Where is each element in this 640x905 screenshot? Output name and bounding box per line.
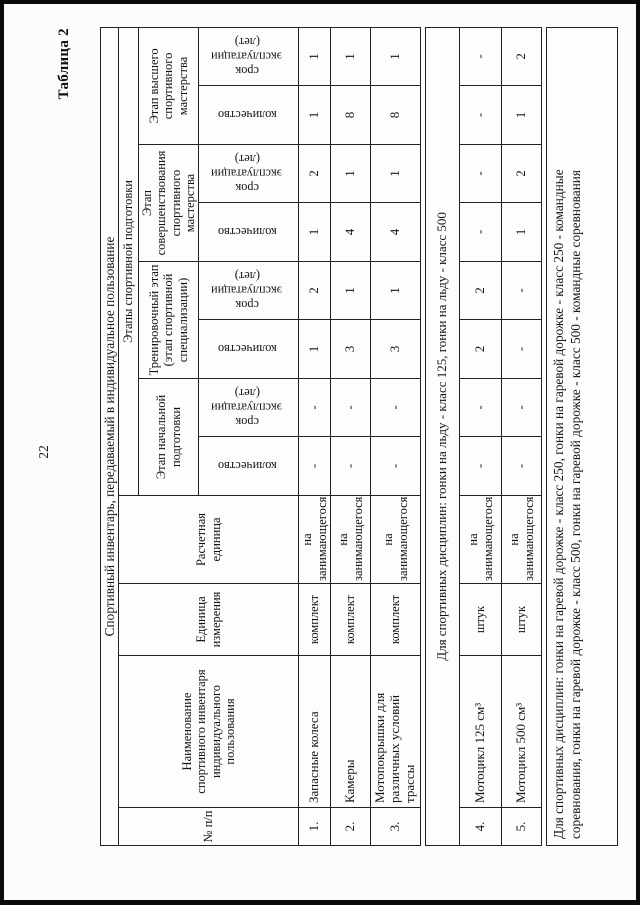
col-header-num: № п/п [119,808,299,846]
subheader-quantity [199,203,299,262]
cell-value: 8 [371,86,421,145]
cell-value: - [371,437,421,496]
quantity-vertical-label: количество [217,459,277,474]
cell-value: 1 [299,320,331,379]
quantity-vertical-label: количество [217,342,277,357]
cell-value: 2 [460,262,502,320]
subheader-quantity [199,86,299,145]
cell-name: Мотопокрышки для различных условий трассы [371,656,421,808]
cell-value: 2 [502,27,542,85]
cell-value: - [460,145,502,203]
cell-value: 1 [371,262,421,320]
cell-value: - [502,437,542,496]
rotated-landscape-content [4,4,636,900]
cell-unit: комплект [371,584,421,656]
table-caption: Таблица 2 [56,28,72,100]
cell-value: 3 [331,320,371,379]
footer-note [547,28,618,846]
lifetime-vertical-label: срок эксплуатации (лет) [211,35,283,79]
cell-value: - [460,27,502,85]
cell-value: 2 [299,145,331,203]
table-title-row [101,27,119,845]
stage-header-training: Тренировочный этап (этап спортивной специализации) [139,262,199,379]
cell-value: 1 [502,86,542,145]
cell-calc-unit: на занимающегося [299,496,331,584]
cell-value: 2 [502,145,542,203]
lifetime-vertical-label: срок эксплуатации (лет) [211,386,283,430]
col-header-calc-unit: Расчетная единица [119,496,299,584]
cell-value: 4 [331,203,371,262]
cell-value: - [502,320,542,379]
cell-value: 1 [299,203,331,262]
cell-value: - [502,262,542,320]
table-row [371,27,421,845]
section-divider: Для спортивных дисциплин: гонки на льду - класс 125, гонки на льду - класс 500 [426,27,460,845]
stage-header-initial: Этап начальной подготовки [139,379,199,496]
cell-value: 1 [371,27,421,85]
section-divider-row [426,27,460,845]
cell-value: - [460,379,502,437]
table-row [460,27,502,845]
quantity-vertical-label: количество [217,225,277,240]
cell-value: - [460,203,502,262]
cell-name: Мотоцикл 125 см³ [460,656,502,808]
subheader-lifetime [199,145,299,203]
cell-num: 1. [299,808,331,846]
footer-note-line: соревнования, гонки на гаревой дорожке - класс 500, гонки на гаревой дорожке - класс 500 - командные соревнования [567,169,583,839]
stage-header-higher: Этап высшего спортивного мастерства [139,27,199,144]
col-header-name: Наименование спортивного инвентаря индивидуального пользования [119,656,299,808]
cell-value: - [331,437,371,496]
cell-value: - [460,437,502,496]
col-header-stages: Этапы спортивной подготовки [119,27,139,495]
cell-num: 5. [502,808,542,846]
cell-calc-unit: на занимающегося [371,496,421,584]
cell-unit: штук [460,584,502,656]
stage-header-improvement: Этап совершенствования спортивного мастерства [139,145,199,262]
table-title-cell: Спортивный инвентарь, передаваемый в индивидуальное пользование [101,27,119,845]
cell-unit: комплект [331,584,371,656]
cell-value: 3 [371,320,421,379]
cell-unit: комплект [299,584,331,656]
cell-value: 1 [371,145,421,203]
cell-value: 1 [502,203,542,262]
cell-num: 4. [460,808,502,846]
cell-value: 1 [331,145,371,203]
cell-value: 1 [299,86,331,145]
subheader-lifetime [199,379,299,437]
subheader-quantity [199,320,299,379]
header-row-groups [119,27,139,845]
cell-name: Камеры [331,656,371,808]
cell-name: Мотоцикл 500 см³ [502,656,542,808]
cell-value: 4 [371,203,421,262]
footer-note-table [546,27,618,846]
quantity-vertical-label: количество [217,108,277,123]
cell-num: 3. [371,808,421,846]
lifetime-vertical-label: срок эксплуатации (лет) [211,269,283,313]
document-page [4,4,636,900]
footer-note-row [547,28,618,846]
cell-value: - [371,379,421,437]
discipline-section-table [425,27,542,846]
cell-value: 2 [299,262,331,320]
cell-calc-unit: на занимающегося [331,496,371,584]
lifetime-vertical-label: срок эксплуатации (лет) [211,152,283,196]
footer-note-line: Для спортивных дисциплин: гонки на гаревой дорожке - класс 250, гонки на гаревой дорожке - класс 250 - командные [551,169,566,839]
cell-value: - [460,86,502,145]
cell-calc-unit: на занимающегося [460,496,502,584]
inventory-table [100,27,421,846]
cell-calc-unit: на занимающегося [502,496,542,584]
subheader-lifetime [199,27,299,85]
cell-value: - [299,437,331,496]
cell-value: 2 [460,320,502,379]
cell-unit: штук [502,584,542,656]
subheader-quantity [199,437,299,496]
table-row [299,27,331,845]
page-number: 22 [36,445,51,459]
table-row [331,27,371,845]
cell-name: Запасные колеса [299,656,331,808]
cell-value: - [331,379,371,437]
cell-value: 1 [299,27,331,85]
col-header-unit: Единица измерения [119,584,299,656]
cell-value: 1 [331,262,371,320]
cell-value: 8 [331,86,371,145]
subheader-lifetime [199,262,299,320]
cell-value: 1 [331,27,371,85]
cell-num: 2. [331,808,371,846]
cell-value: - [299,379,331,437]
cell-value: - [502,379,542,437]
table-row [502,27,542,845]
